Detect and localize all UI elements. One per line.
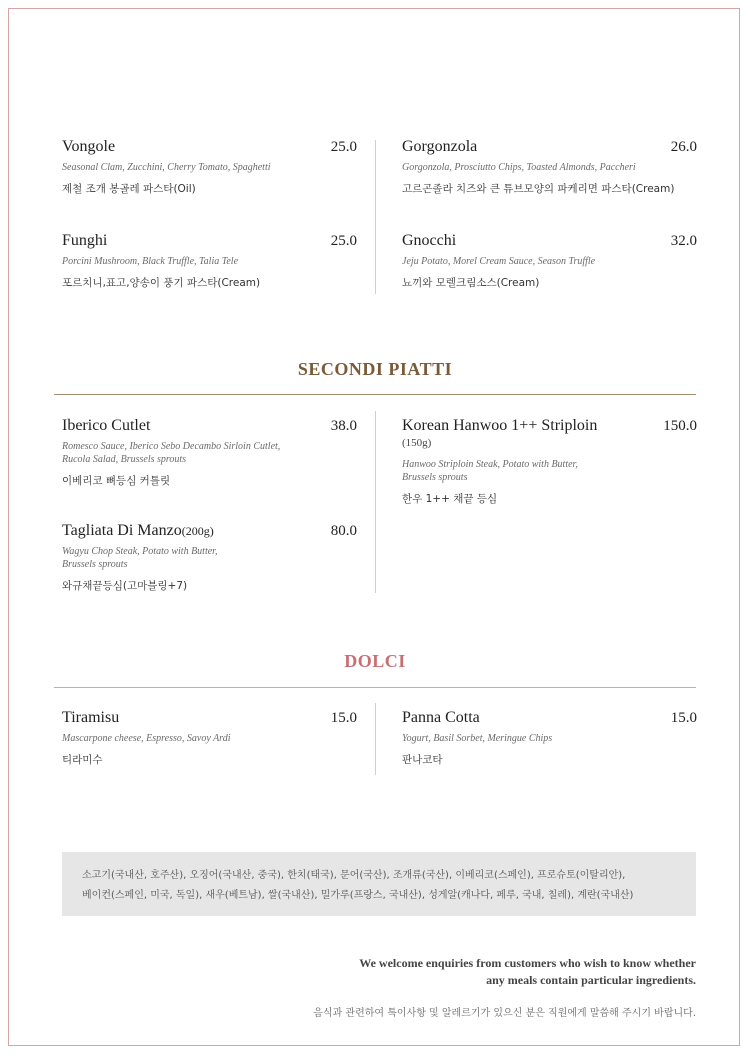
column-divider [375,140,376,294]
item-description [62,545,357,571]
item-price: 25.0 [330,233,357,249]
item-price: 26.0 [670,139,697,155]
item-name: Panna Cotta [402,709,480,726]
description-line: Rucola Salad, Brussels sprouts [62,454,187,465]
description-line: Romesco Sauce, Iberico Sebo Decambo Sirloin Cutlet, [62,441,281,452]
item-price: 38.0 [330,418,357,434]
secondi-section [54,417,696,607]
item-name: Korean Hanwoo 1++ Striploin [402,417,598,434]
origin-info-box [62,852,696,916]
item-description [402,458,697,484]
item-name-text: Tagliata Di Manzo [62,522,182,539]
enquiry-line: We welcome enquiries from customers who wish to know whether [359,956,696,970]
item-korean-name: 고르곤졸라 치즈와 큰 튜브모양의 파케리면 파스타(Cream) [402,183,675,195]
item-name [62,522,214,540]
dolci-heading: DOLCI [344,651,406,671]
description-line: Brussels sprouts [62,559,128,570]
item-name: Funghi [62,232,108,249]
item-name: Gnocchi [402,232,457,249]
item-korean-name: 판나코타 [402,754,443,766]
description-line: Brussels sprouts [402,472,468,483]
item-name: Vongole [62,138,116,155]
column-divider [375,703,376,775]
pasta-section [54,138,696,298]
item-name: Gorgonzola [402,138,478,155]
dolci-section [54,709,696,779]
description-line: Hanwoo Striploin Steak, Potato with Butter, [402,459,578,470]
item-korean-name: 이베리코 뼈등심 커틀릿 [62,475,171,487]
item-korean-name: 제철 조개 봉골레 파스타(Oil) [62,183,196,195]
item-weight: (200g) [181,524,214,538]
secondi-rule [54,394,696,395]
item-description: Yogurt, Basil Sorbet, Meringue Chips [402,733,553,744]
item-name: Iberico Cutlet [62,417,151,434]
secondi-heading: SECONDI PIATTI [297,359,453,379]
enquiry-note [359,955,696,989]
origin-info-line: 소고기(국내산, 호주산), 오징어(국내산, 중국), 한치(태국), 문어(국산), 조개류(국산), 이베리코(스페인), 프로슈토(이탈리안), [82,870,626,881]
item-price: 80.0 [330,523,357,539]
item-price: 15.0 [670,710,697,726]
enquiry-line: any meals contain particular ingredients. [486,973,696,987]
item-price: 32.0 [670,233,697,249]
item-korean-name: 한우 1++ 채끝 등심 [402,493,498,505]
menu-item-panna-cotta [402,709,697,767]
menu-item-gnocchi [402,232,697,290]
origin-info-line: 베이컨(스페인, 미국, 독일), 새우(베트남), 쌀(국내산), 밀가루(프랑스, 국내산), 성게알(캐나다, 페루, 국내, 칠레), 계란(국내산) [82,890,634,901]
enquiry-note-korean: 음식과 관련하여 특이사항 및 알레르기가 있으신 분은 직원에게 말씀해 주시기 바랍니다. [313,1008,696,1019]
description-line: Wagyu Chop Steak, Potato with Butter, [62,546,218,557]
menu-item-gorgonzola [402,138,697,196]
item-description: Seasonal Clam, Zucchini, Cherry Tomato, Spaghetti [62,162,271,173]
item-description: Jeju Potato, Morel Cream Sauce, Season Truffle [402,256,596,267]
item-korean-name: 티라미수 [62,754,103,766]
menu-item-tagliata [62,522,357,593]
item-korean-name: 와규채끝등심(고마블링+7) [62,580,188,592]
menu-item-vongole [62,138,357,196]
item-korean-name: 포르치니,표고,양송이 풍기 파스타(Cream) [62,277,261,289]
item-name: Tiramisu [62,709,120,726]
item-description: Gorgonzola, Prosciutto Chips, Toasted Almonds, Paccheri [402,162,636,173]
column-divider [375,411,376,593]
item-description: Porcini Mushroom, Black Truffle, Talia Tele [62,256,239,267]
item-korean-name: 뇨끼와 모렐크림소스(Cream) [402,277,540,289]
dolci-rule [54,687,696,688]
menu-item-hanwoo-striploin [402,417,697,506]
item-weight: (150g) [402,437,432,449]
menu-item-iberico-cutlet [62,417,357,488]
item-price: 15.0 [330,710,357,726]
menu-item-funghi [62,232,357,290]
item-description [62,440,357,466]
item-description: Mascarpone cheese, Espresso, Savoy Ardi [62,733,231,744]
item-price: 150.0 [663,418,697,434]
menu-item-tiramisu [62,709,357,767]
item-price: 25.0 [330,139,357,155]
